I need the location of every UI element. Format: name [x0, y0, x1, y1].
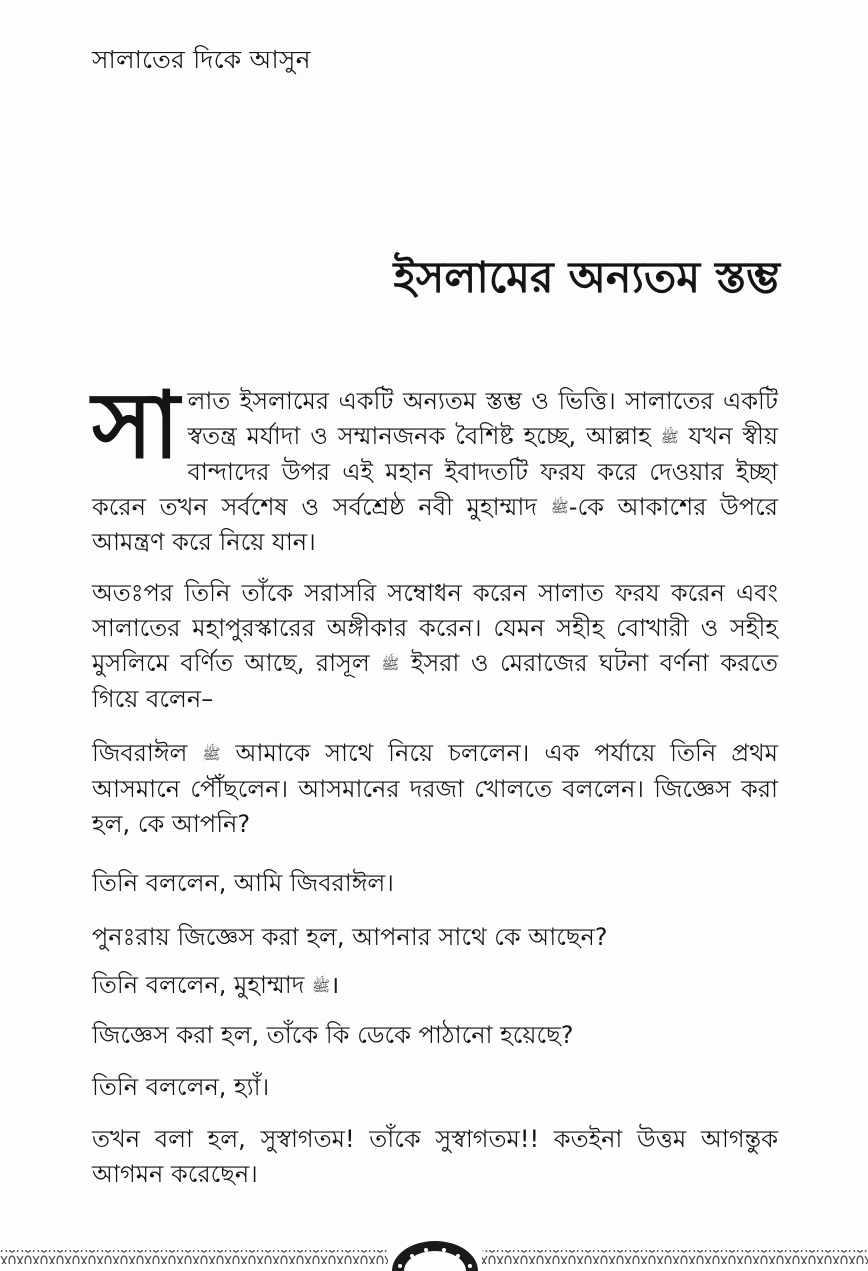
paragraph-text: লাত ইসলামের একটি অন্যতম স্তম্ভ ও ভিত্তি। সালাতের একটি স্বতন্ত্র মর্যাদা ও সম্মানজনক বৈশিষ্ট হচ্ছে, আল্লাহ: [187, 387, 778, 450]
paragraph-text: তিনি বললেন, মুহাম্মাদ: [92, 971, 305, 999]
paragraph-7: জিজ্ঞেস করা হল, তাঁকে কি ডেকে পাঠানো হয়েছে?: [92, 1021, 574, 1049]
honorific-icon: ﷺ: [381, 654, 400, 673]
paragraph-text: আমাকে সাথে নিয়ে চললেন। এক পর্যায়ে তিনি প্রথম আসমানে পৌঁছলেন। আসমানের দরজা খোলতে বললেন। জিজ্ঞেস করা হল, কে আপনি?: [92, 739, 778, 838]
paragraph-8: তিনি বললেন, হ্যাঁ।: [92, 1073, 270, 1101]
honorific-icon: ﷺ: [660, 427, 679, 446]
running-head: সালাতের দিকে আসুন: [92, 45, 311, 74]
paragraph-6: [92, 968, 778, 1004]
paragraph-text: -কে আকাশের উপরে আমন্ত্রণ করে নিয়ে যান।: [92, 492, 778, 556]
dropcap: সা: [92, 371, 180, 479]
paragraph-text: ইসরা ও মেরাজের ঘটনা বর্ণনা করতে গিয়ে বলেন–: [92, 649, 778, 713]
paragraph-text: যখন স্বীয় বান্দাদের উপর এই মহান ইবাদতটি ফরয করে দেওয়ার ইচ্ছা করেন তখন সর্বশেষ ও সর্বশ্রেষ্ঠ নবী মুহাম্মাদ: [92, 422, 779, 521]
honorific-icon: ﷺ: [311, 976, 331, 995]
page-number-medallion-icon: [392, 1241, 478, 1271]
paragraph-4: তিনি বললেন, আমি জিবরাঈল।: [92, 869, 394, 897]
paragraph-text: ।: [330, 971, 340, 999]
paragraph-3: [92, 736, 778, 842]
footer-ornament-band: [0, 1240, 868, 1271]
paragraph-text: অতঃপর তিনি তাঁকে সরাসরি সম্বোধন করেন সালাত ফরয করেন এবং সালাতের মহাপুরস্কারের অঙ্গীকার করেন। যেমন সহীহ বোখারী ও সহীহ মুসলিমে বর্ণিত আছে, রাসূল: [92, 579, 778, 677]
chapter-title: ইসলামের অন্যতম স্তম্ভ: [393, 253, 780, 303]
paragraph-text: জিবরাঈল: [92, 739, 188, 767]
paragraph-2: [92, 576, 778, 717]
paragraph-5: পুনঃরায় জিজ্ঞেস করা হল, আপনার সাথে কে আছেন?: [92, 923, 608, 951]
honorific-icon: ﷺ: [202, 744, 221, 763]
paragraph-9: তখন বলা হল, সুস্বাগতম! তাঁকে সুস্বাগতম!! কতইনা উত্তম আগন্তুক আগমন করেছেন।: [92, 1125, 778, 1188]
honorific-icon: ﷺ: [550, 498, 569, 516]
paragraph-intro: [92, 371, 779, 560]
